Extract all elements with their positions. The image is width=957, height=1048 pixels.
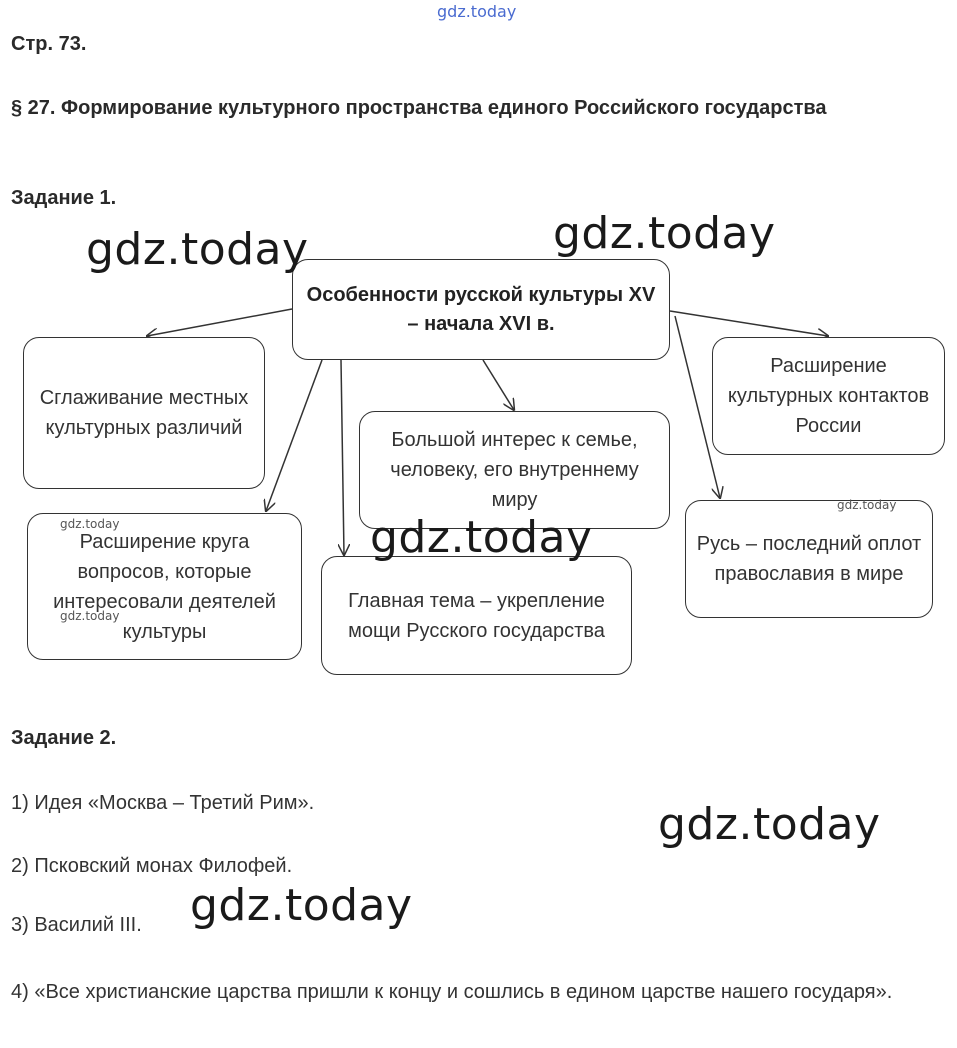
box-main-theme: Главная тема – укрепление мощи Русского государства [321, 556, 632, 675]
watermark-1: gdz.today [86, 224, 309, 275]
answer-2: 2) Псковский монах Филофей. [11, 855, 293, 877]
task2-heading: Задание 2. [11, 727, 117, 749]
arrow-to-main-theme [341, 360, 344, 555]
answer-3: 3) Василий III. [11, 914, 142, 936]
page-label: Стр. 73. [11, 33, 87, 55]
arrow-to-questions [266, 360, 322, 511]
box-interest-in-family: Большой интерес к семье, человеку, его внутреннему миру [359, 411, 670, 529]
box-smoothing-differences: Сглаживание местных культурных различий [23, 337, 265, 489]
center-box: Особенности русской культуры XV – начала XVI в. [292, 259, 670, 360]
task1-heading: Задание 1. [11, 187, 117, 209]
page-title: § 27. Формирование культурного пространства единого Российского государства [11, 97, 827, 119]
watermark-3: gdz.today [370, 512, 593, 563]
arrow-to-smoothing [147, 309, 292, 336]
answer-4: 4) «Все христианские царства пришли к концу и сошлись в едином царстве нашего государя». [11, 981, 893, 1003]
watermark-small-1: gdz.today [60, 517, 120, 531]
box-range-of-questions: Расширение круга вопросов, которые интересовали деятелей культуры [27, 513, 302, 660]
watermark-4: gdz.today [658, 799, 881, 850]
arrow-to-contacts [670, 311, 828, 336]
watermark-5: gdz.today [190, 880, 413, 931]
watermark-top: gdz.today [437, 2, 517, 21]
watermark-small-3: gdz.today [837, 498, 897, 512]
answer-1: 1) Идея «Москва – Третий Рим». [11, 792, 315, 814]
box-cultural-contacts: Расширение культурных контактов России [712, 337, 945, 455]
watermark-2: gdz.today [553, 208, 776, 259]
watermark-small-2: gdz.today [60, 609, 120, 623]
box-last-stronghold: Русь – последний оплот православия в мире [685, 500, 933, 618]
arrow-to-interest [483, 360, 514, 410]
